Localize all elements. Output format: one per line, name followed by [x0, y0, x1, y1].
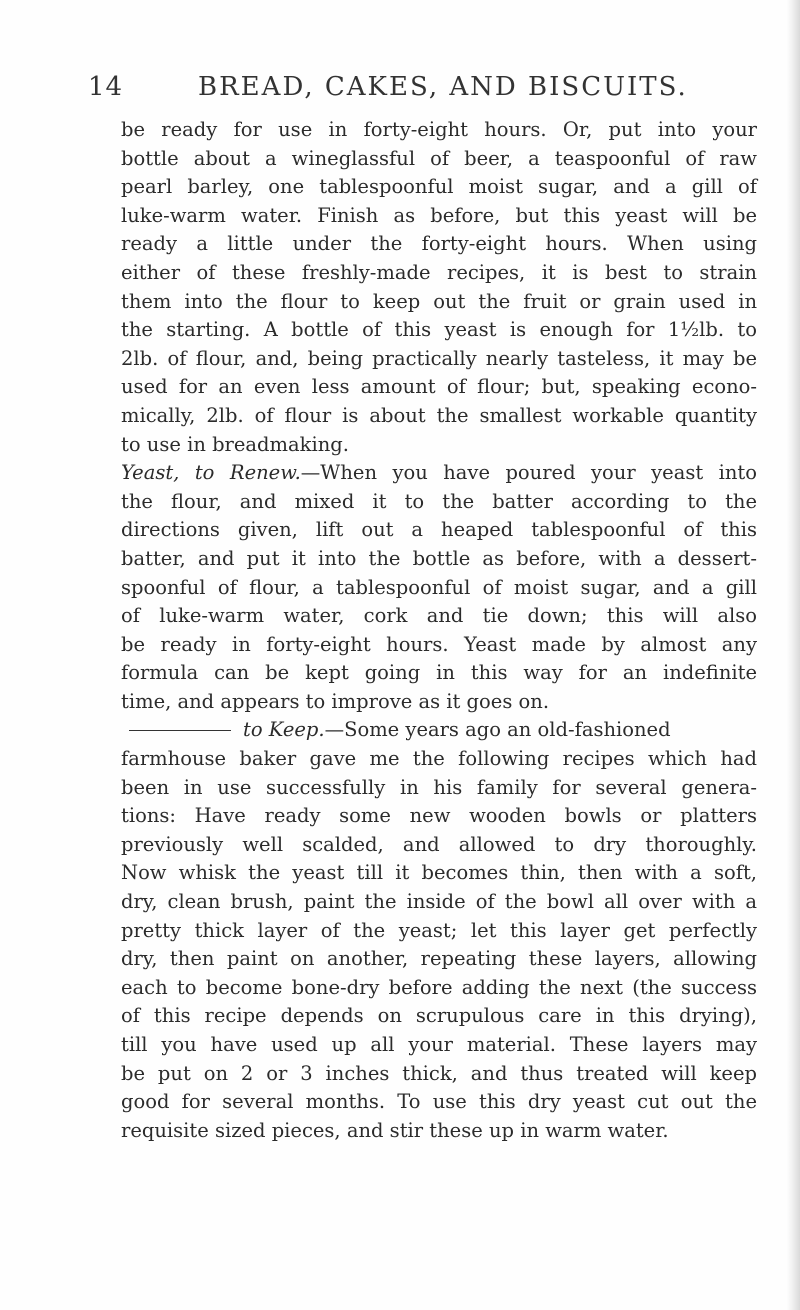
text-line: tions: Have ready some new wooden bowls or platters	[121, 804, 757, 828]
page-edge-shadow	[786, 0, 800, 1310]
text-line: of this recipe depends on scrupulous care in this drying),	[121, 1004, 757, 1028]
page-number: 14	[88, 72, 124, 102]
to-keep-heading: to Keep.	[243, 718, 325, 742]
text-line: Now whisk the yeast till it becomes thin, then with a soft,	[121, 861, 757, 885]
text-line: time, and appears to improve as it goes on.	[121, 689, 550, 713]
text-line: be put on 2 or 3 inches thick, and thus treated will keep	[121, 1061, 757, 1085]
text-line: dry, clean brush, paint the inside of the bowl all over with a	[121, 890, 757, 914]
keep-paragraph-first-line	[121, 716, 757, 745]
text-line: requisite sized pieces, and stir these up in warm water.	[121, 1118, 669, 1142]
text-line: good for several months. To use this dry yeast cut out the	[121, 1090, 757, 1114]
text-line: the flour, and mixed it to the batter according to the	[121, 489, 757, 513]
text-line: be ready in forty-eight hours. Yeast made by almost any	[121, 632, 757, 656]
text-line: to use in breadmaking.	[121, 432, 349, 456]
text-line: luke-warm water. Finish as before, but this yeast will be	[121, 203, 757, 227]
yeast-to-renew-heading: Yeast, to Renew.	[121, 461, 301, 485]
text-line: been in use successfully in his family for several genera-	[121, 775, 757, 799]
running-title: BREAD, CAKES, AND BISCUITS.	[198, 72, 688, 102]
renew-paragraph-first-line	[121, 459, 757, 488]
text-line: formula can be kept going in this way for an indefinite	[121, 661, 757, 685]
text-segment: —When you have poured your yeast into	[300, 461, 757, 485]
text-line: pearl barley, one tablespoonful moist sugar, and a gill of	[121, 175, 757, 199]
ditto-dash	[129, 730, 231, 731]
text-line: them into the flour to keep out the fruit or grain used in	[121, 289, 757, 313]
text-line: be ready for use in forty-eight hours. Or, put into your	[121, 118, 757, 141]
text-line: of luke-warm water, cork and tie down; this will also	[121, 604, 757, 628]
text-line: directions given, lift out a heaped tablespoonful of this	[121, 518, 757, 542]
text-line: spoonful of flour, a tablespoonful of moist sugar, and a gill	[121, 575, 757, 599]
text-line: the starting. A bottle of this yeast is enough for 1½lb. to	[121, 318, 757, 342]
text-line: mically, 2lb. of flour is about the smallest workable quantity	[121, 403, 757, 427]
text-line: 2lb. of flour, and, being practically nearly tasteless, it may be	[121, 346, 757, 370]
text-line: bottle about a wineglassful of beer, a teaspoonful of raw	[121, 146, 757, 170]
text-line: dry, then paint on another, repeating these layers, allowing	[121, 947, 757, 971]
text-line: used for an even less amount of flour; but, speaking econo-	[121, 375, 757, 399]
body-text	[121, 116, 757, 1145]
text-line: farmhouse baker gave me the following recipes which had	[121, 747, 757, 771]
text-segment: —Some years ago an old-fashioned	[324, 718, 671, 742]
text-line: till you have used up all your material. These layers may	[121, 1033, 757, 1056]
text-line: ready a little under the forty-eight hours. When using	[121, 232, 757, 256]
running-header	[88, 72, 728, 112]
text-line: pretty thick layer of the yeast; let this layer get perfectly	[121, 918, 757, 942]
text-line: either of these freshly-made recipes, it is best to strain	[121, 260, 757, 284]
text-line: batter, and put it into the bottle as before, with a dessert-	[121, 546, 757, 570]
text-line: each to become bone-dry before adding the next (the success	[121, 975, 757, 999]
text-line: previously well scalded, and allowed to dry thoroughly.	[121, 832, 757, 856]
